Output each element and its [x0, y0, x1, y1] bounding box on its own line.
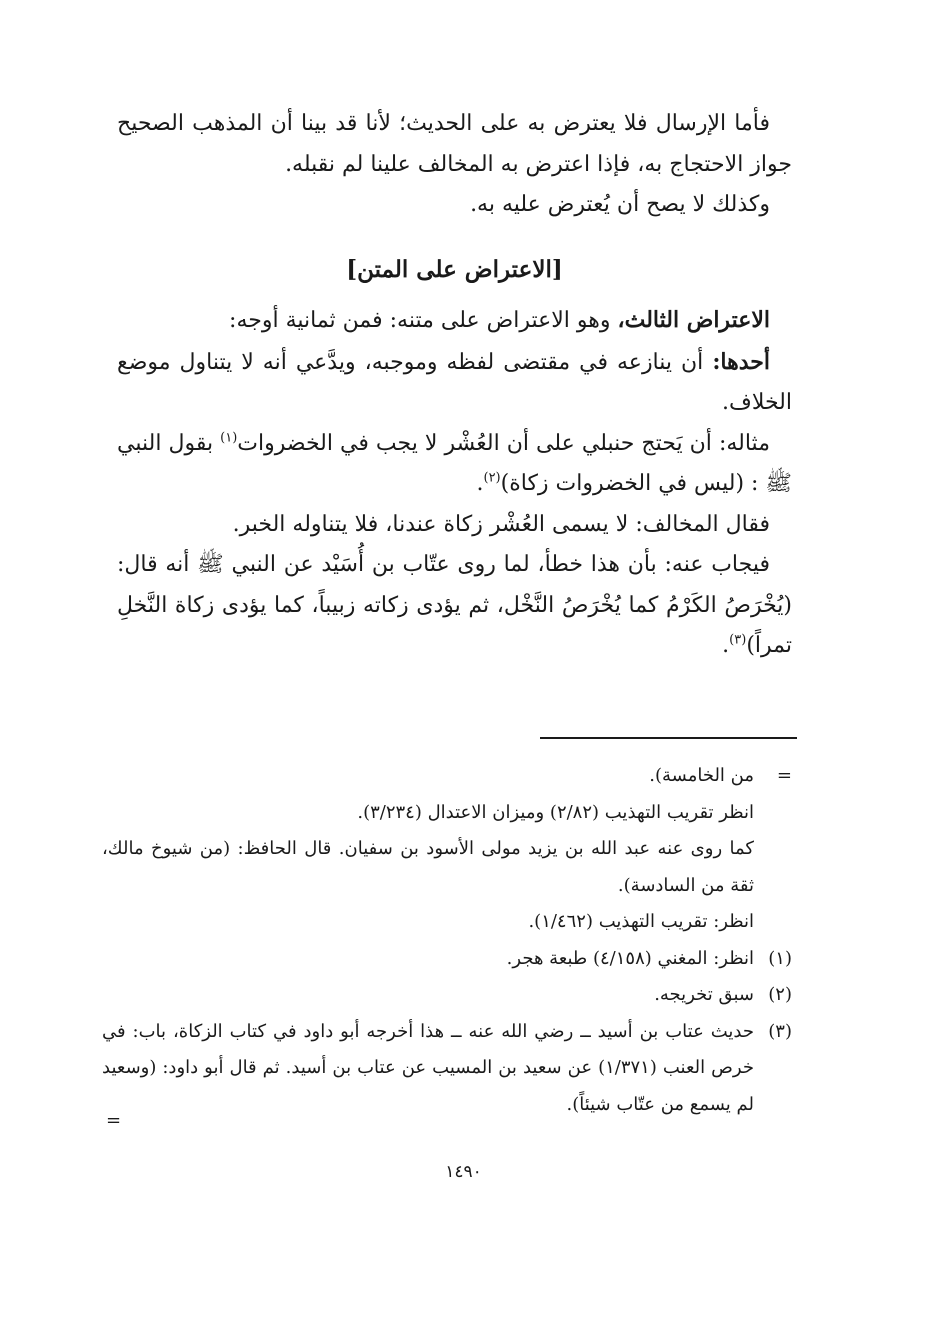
footnote-continuation	[102, 758, 792, 941]
footnote-ref-2[interactable]: (٢)	[483, 470, 501, 486]
footnote-text: سبق تخريجه.	[654, 984, 754, 1005]
third-objection-label: الاعتراض الثالث،	[617, 307, 770, 333]
continuation-line: انظر: تقريب التهذيب (١/٤٦٢).	[528, 911, 754, 932]
footnote-number: (١)	[768, 947, 792, 969]
continues-marker: =	[106, 1110, 122, 1131]
footnote-3	[102, 1014, 792, 1124]
footnote-ref-3[interactable]: (٣)	[729, 632, 747, 648]
continuation-line: من الخامسة).	[649, 765, 754, 786]
paragraph-opponent: فقال المخالف: لا يسمى العُشْر زكاة عندنا، فلا يتناوله الخبر.	[232, 511, 770, 537]
footnote-number: (٢)	[768, 984, 792, 1005]
example-text-c: .	[476, 471, 484, 496]
footnote-2	[102, 977, 792, 1014]
main-text	[117, 104, 792, 667]
paragraph-first-aspect	[117, 342, 792, 424]
page-number: ١٤٩٠	[445, 1162, 482, 1182]
footnote-text: انظر: المغني (٤/١٥٨) طبعة هجر.	[506, 947, 754, 969]
continuation-marker: =	[776, 765, 792, 786]
paragraph-example	[117, 424, 792, 505]
example-text-a: مثاله: أن يَحتج حنبلي على أن العُشْر لا يجب في الخضروات	[237, 430, 770, 456]
answer-text-b: .	[722, 633, 730, 658]
first-aspect-label: أحدها:	[712, 348, 770, 375]
answer-text-a: فيجاب عنه: بأن هذا خطأ، لما روى عتّاب بن أُسَيْد عن النبي ﷺ أنه قال: (يُخْرَصُ الكَرْمُ كما يُخْرَصُ النَّخْل، ثم يؤدى زكاته زبيباً، كما يؤدى زكاة النَّخلِ تمراً)	[117, 552, 792, 658]
footnote-text: حديث عتاب بن أسيد ــ رضي الله عنه ــ هذا أخرجه أبو داود في كتاب الزكاة، باب: في خرص العنب (١/٣٧١) عن سعيد بن المسيب عن عتاب بن أسيد. ثم قال أبو داود: (وسعيد لم يسمع من عتّاب شيئاً).	[102, 1020, 754, 1115]
example-text-b: بقول النبي ﷺ : (ليس في الخضروات زكاة)	[117, 430, 792, 496]
paragraph-answer	[117, 545, 792, 667]
footnote-separator	[540, 737, 797, 739]
paragraph-kadhalik: وكذلك لا يصح أن يُعترض عليه به.	[470, 192, 770, 217]
paragraph-irsal: فأما الإرسال فلا يعترض به على الحديث؛ لأنا قد بينا أن المذهب الصحيح جواز الاحتجاج به، فإذا اعترض به المخالف علينا لم نقبله.	[117, 111, 792, 177]
first-aspect-text: أن ينازعه في مقتضى لفظه وموجبه، ويدَّعي أنه لا يتناول موضع الخلاف.	[117, 349, 792, 415]
footnote-number: (٣)	[768, 1020, 792, 1042]
paragraph-third-objection	[117, 300, 792, 342]
third-objection-text: وهو الاعتراض على متنه: فمن ثمانية أوجه:	[229, 308, 618, 333]
footnote-ref-1[interactable]: (١)	[220, 430, 238, 446]
continuation-line: انظر تقريب التهذيب (٢/٨٢) وميزان الاعتدال (٣/٢٣٤).	[357, 801, 754, 823]
continuation-line: كما روى عنه عبد الله بن يزيد مولى الأسود بن سفيان. قال الحافظ: (من شيوخ مالك، ثقة من السادسة).	[102, 838, 754, 896]
footnotes	[102, 758, 792, 1123]
section-heading: [الاعتراض على المتن]	[346, 255, 563, 283]
footnote-1	[102, 941, 792, 978]
